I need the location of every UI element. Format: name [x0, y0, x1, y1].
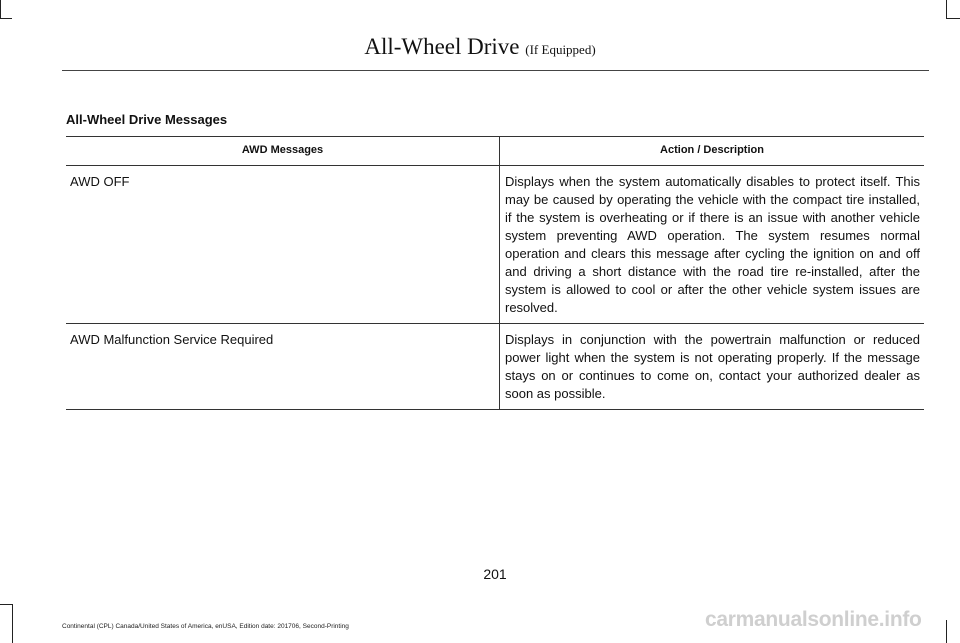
header-subtitle: (If Equipped) [525, 42, 596, 57]
column-header-messages: AWD Messages [66, 137, 500, 166]
crop-mark-bottom-left-v [12, 604, 13, 643]
crop-mark-bottom-right-v [946, 620, 947, 643]
crop-mark-top-right-h [946, 18, 960, 19]
crop-mark-top-left-h [0, 18, 12, 19]
footer-edition-info: Continental (CPL) Canada/United States of America, enUSA, Edition date: 201706, Second-Printing [62, 623, 349, 630]
crop-mark-top-left-v [0, 0, 1, 18]
description-cell: Displays when the system automatically disables to protect itself. This may be caused by operating the vehicle with the compact tire installed, if the system is overheating or if there is an issue with another vehicle system preventing AWD operation. The system resumes normal operation and clears this message after cycling the ignition on and off and driving a short distance with the road tire re-installed, after the system is allowed to cool or after the other vehicle system issues are resolved. [500, 166, 925, 324]
section-title: All-Wheel Drive Messages [66, 112, 228, 127]
table-row [66, 166, 924, 324]
page-number: 201 [483, 566, 507, 582]
awd-messages-table [66, 136, 924, 410]
description-cell: Displays in conjunction with the powertrain malfunction or reduced power light when the system is not operating properly. If the message stays on or continues to come on, contact your authorized dealer as soon as possible. [500, 324, 925, 410]
watermark: carmanualsonline.info [705, 608, 922, 631]
crop-mark-top-right-v [946, 0, 947, 18]
page-header [0, 34, 960, 60]
message-cell: AWD OFF [66, 166, 500, 324]
header-title: All-Wheel Drive [364, 34, 520, 59]
table-header-row [66, 137, 924, 166]
message-cell: AWD Malfunction Service Required [66, 324, 500, 410]
column-header-description: Action / Description [500, 137, 925, 166]
header-divider [62, 70, 929, 71]
table-row [66, 324, 924, 410]
crop-mark-bottom-left-h [0, 604, 12, 605]
